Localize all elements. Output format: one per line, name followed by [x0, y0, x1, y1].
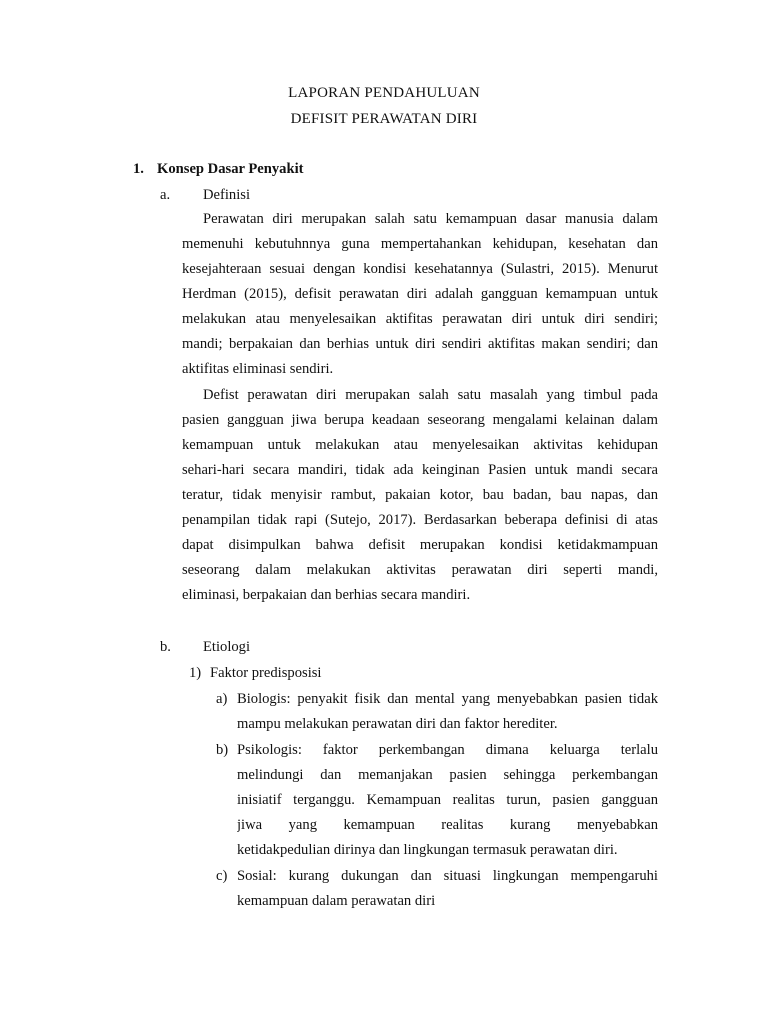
paragraph-line: kemampuan untuk melakukan atau menyelesaikan aktivitas kehidupan	[182, 437, 658, 453]
list-item-1-label: Faktor predisposisi	[210, 665, 322, 681]
paragraph-line: eliminasi, berpakaian dan berhias secara mandiri.	[182, 587, 471, 603]
sublist-a-marker: a)	[216, 691, 228, 707]
sublist-c-text	[237, 864, 658, 914]
paragraph-line: ketidakpedulian dirinya dan lingkungan termasuk perawatan diri.	[237, 842, 618, 858]
subsection-a-marker: a.	[160, 187, 171, 203]
paragraph-line: Herdman (2015), defisit perawatan diri adalah gangguan kemampuan untuk	[182, 286, 658, 302]
paragraph-line: melakukan atau menyelesaikan aktifitas perawatan diri untuk diri sendiri;	[182, 311, 658, 327]
sublist-b-marker: b)	[216, 742, 229, 758]
paragraph-line: Psikologis: faktor perkembangan dimana keluarga terlalu	[237, 742, 658, 758]
paragraph-line: inisiatif terganggu. Kemampuan realitas turun, pasien gangguan	[237, 792, 658, 808]
sublist-b-text	[237, 738, 658, 863]
paragraph-line: penampilan tidak rapi (Sutejo, 2017). Berdasarkan beberapa definisi di atas	[182, 512, 658, 528]
paragraph-line: teratur, tidak menyisir rambut, pakaian kotor, bau badan, bau napas, dan	[182, 487, 658, 503]
paragraph-line: melindungi dan memanjakan pasien sehingga perkembangan	[237, 767, 658, 783]
paragraph-line: Sosial: kurang dukungan dan situasi lingkungan mempengaruhi	[237, 868, 658, 884]
paragraph-line: kesejahteraan sesuai dengan kondisi kesehatannya (Sulastri, 2015). Menurut	[182, 261, 658, 277]
title-line-1: LAPORAN PENDAHULUAN	[288, 85, 480, 101]
paragraph-line: Defist perawatan diri merupakan salah satu masalah yang timbul pada	[203, 387, 658, 403]
paragraph-line: sehari-hari secara mandiri, tidak ada keinginan Pasien untuk mandi secara	[182, 462, 658, 478]
paragraph-line: kemampuan dalam perawatan diri	[237, 893, 436, 909]
paragraph-line: dapat disimpulkan bahwa defisit merupakan kondisi ketidakmampuan	[182, 537, 658, 553]
subsection-a-label: Definisi	[203, 187, 251, 203]
paragraph-line: aktifitas eliminasi sendiri.	[182, 361, 334, 377]
list-item-1-marker: 1)	[189, 665, 202, 681]
definition-paragraph-2	[182, 383, 658, 608]
section-number: 1.	[133, 161, 144, 177]
subsection-b-label: Etiologi	[203, 639, 251, 655]
definition-paragraph-1	[182, 207, 658, 382]
paragraph-line: mandi; berpakaian dan berhias untuk diri sendiri aktifitas makan sendiri; dan	[182, 336, 658, 352]
paragraph-line: memenuhi kebutuhnnya guna mempertahankan kehidupan, kesehatan dan	[182, 236, 658, 252]
section-heading: Konsep Dasar Penyakit	[157, 161, 304, 177]
paragraph-line: jiwa yang kemampuan realitas kurang menyebabkan	[237, 817, 658, 833]
sublist-c-marker: c)	[216, 868, 228, 884]
paragraph-line: seseorang dalam melakukan aktivitas perawatan diri seperti mandi,	[182, 562, 658, 578]
paragraph-line: mampu melakukan perawatan diri dan faktor herediter.	[237, 716, 558, 732]
title-line-2: DEFISIT PERAWATAN DIRI	[290, 111, 478, 127]
paragraph-line: pasien gangguan jiwa berupa keadaan seseorang mengalami kelainan dalam	[182, 412, 658, 428]
paragraph-line: Perawatan diri merupakan salah satu kemampuan dasar manusia dalam	[203, 211, 658, 227]
paragraph-line: Biologis: penyakit fisik dan mental yang menyebabkan pasien tidak	[237, 691, 658, 707]
sublist-a-text	[237, 687, 658, 737]
subsection-b-marker: b.	[160, 639, 171, 655]
